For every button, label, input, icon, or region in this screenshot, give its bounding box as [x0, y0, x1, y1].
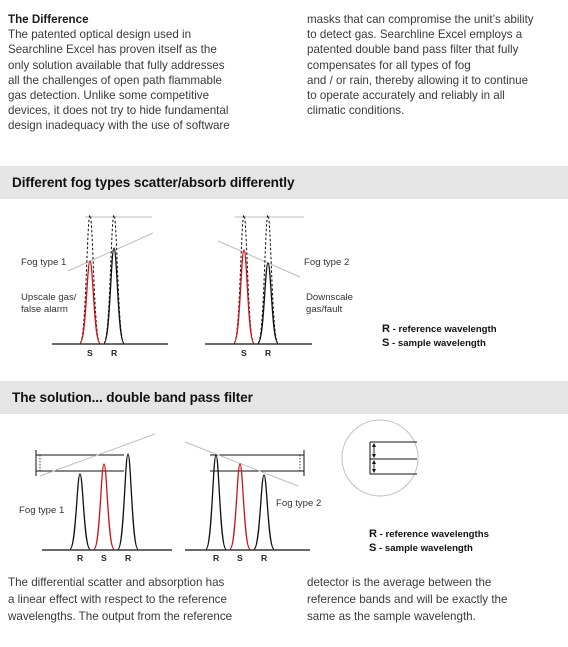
axis-label-s: S	[87, 348, 93, 358]
axis-label-r: R	[77, 553, 84, 563]
axis-label-r: R	[125, 553, 132, 563]
fog-type-label: Fog type 1	[21, 257, 67, 268]
fog-type-2-problem-svg	[200, 205, 370, 365]
legend-text: - reference wavelength	[389, 324, 497, 335]
intro-left-line: gas detection. Unlike some competitive	[8, 89, 210, 103]
intro-left-column	[8, 12, 278, 134]
intro-left-line: Searchline Excel has proven itself as the	[8, 43, 217, 57]
intro-right-line: and / or rain, thereby allowing it to continue	[307, 73, 529, 87]
legend-letter: R	[369, 528, 377, 540]
legend-wavelengths	[382, 323, 497, 350]
legend-row-s	[369, 542, 489, 556]
intro-left-line: only solution available that fully addresses	[8, 58, 225, 72]
outro-right-column	[307, 574, 562, 625]
filter-detail-circle	[340, 418, 420, 498]
section-title-fog-types: Different fog types scatter/absorb differently	[0, 166, 568, 199]
side-label-line: Upscale gas/	[21, 292, 77, 303]
fog-type-1-problem-diagram	[0, 205, 170, 365]
intro-heading: The Difference	[8, 13, 89, 26]
outro-right-line: same as the sample wavelength.	[307, 610, 476, 623]
intro-left-line: all the challenges of open path flammable	[8, 73, 222, 87]
fog-type-1-solution-svg	[0, 430, 175, 570]
fog-type-label: Fog type 2	[304, 257, 350, 268]
intro-right-line: to detect gas. Searchline Excel employs a	[307, 28, 523, 42]
intro-right-line: compensates for all types of fog	[307, 58, 471, 72]
axis-label-r: R	[265, 348, 272, 358]
axis-label-r: R	[213, 553, 220, 563]
intro-left-line: devices, it does not try to hide fundamental	[8, 104, 229, 118]
fog-type-1-problem-svg	[0, 205, 170, 365]
outro-left-line: The differential scatter and absorption has	[8, 576, 225, 589]
intro-right-line: masks that can compromise the unit’s ability	[307, 13, 534, 26]
side-label-line: false alarm	[21, 304, 68, 315]
upscale-gas-label	[21, 292, 76, 316]
fog-type-2-solution-diagram	[180, 430, 340, 570]
outro-right-line: detector is the average between the	[307, 576, 492, 589]
legend-text: - reference wavelengths	[376, 529, 489, 540]
intro-left-line: The patented optical design used in	[8, 28, 192, 42]
axis-label-s: S	[101, 553, 107, 563]
fog-type-2-problem-diagram	[200, 205, 370, 365]
legend-letter: S	[369, 541, 377, 554]
axis-label-r: R	[111, 348, 118, 358]
axis-label-s: S	[237, 553, 243, 563]
fog-type-label: Fog type 1	[19, 505, 65, 516]
downscale-gas-label	[306, 292, 353, 316]
intro-left-line: design inadequacy with the use of software	[8, 119, 230, 133]
axis-label-r: R	[261, 553, 268, 563]
intro-right-column	[307, 12, 567, 118]
outro-left-line: wavelengths. The output from the reference	[8, 610, 233, 623]
side-label-line: Downscale	[306, 292, 353, 303]
legend-letter: R	[382, 323, 390, 335]
legend-text: - sample wavelength	[376, 542, 473, 554]
outro-left-line: a linear effect with respect to the reference	[8, 593, 227, 606]
legend-wavelengths-solution	[369, 528, 489, 555]
intro-right-line: climatic conditions.	[307, 104, 405, 118]
legend-text: - sample wavelength	[389, 337, 486, 349]
intro-right-line: to operate accurately and reliably in all	[307, 89, 505, 103]
legend-row-s	[382, 337, 497, 351]
outro-right-line: reference bands and will be exactly the	[307, 593, 508, 606]
axis-label-s: S	[241, 348, 247, 358]
intro-right-line: patented double band pass filter that fully	[307, 43, 519, 57]
legend-row-r	[369, 528, 489, 542]
side-label-line: gas/fault	[306, 304, 343, 315]
section-title-solution: The solution... double band pass filter	[0, 381, 568, 414]
outro-left-column	[8, 574, 288, 625]
filter-detail-svg	[340, 418, 420, 498]
legend-row-r	[382, 323, 497, 337]
fog-type-label: Fog type 2	[276, 498, 322, 509]
legend-letter: S	[382, 336, 390, 349]
fog-type-1-solution-diagram	[0, 430, 175, 570]
